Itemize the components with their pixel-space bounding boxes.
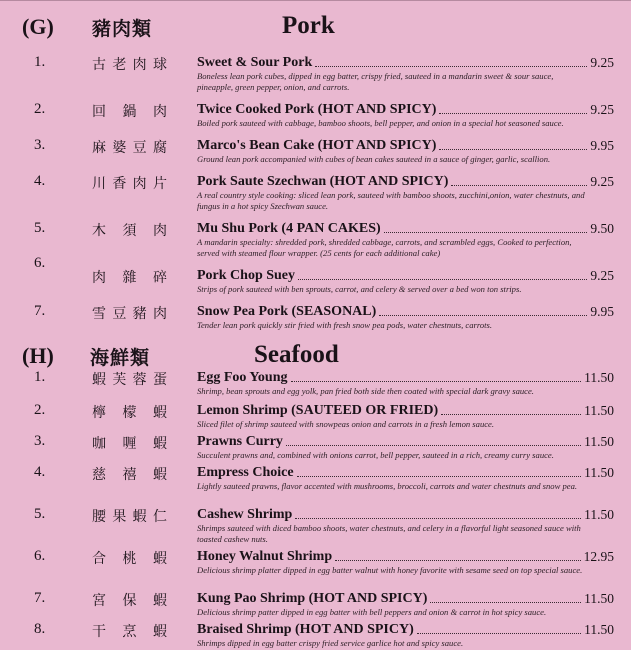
item-name: Egg Foo Young bbox=[197, 370, 288, 385]
item-name-row bbox=[197, 369, 614, 386]
item-chinese-name: 咖喱蝦 bbox=[92, 436, 170, 452]
item-description: Shrimps dipped in egg batter crispy fried service garlice hot and spicy sauce. bbox=[197, 638, 464, 648]
item-chinese-name: 雪豆豬肉 bbox=[92, 306, 170, 322]
item-name-row bbox=[197, 173, 614, 190]
item-name-row bbox=[197, 621, 614, 638]
item-number: 4. bbox=[34, 464, 46, 480]
item-number: 5. bbox=[34, 506, 46, 522]
item-name: Pork Saute Szechwan (HOT AND SPICY) bbox=[197, 174, 449, 189]
item-name-row bbox=[197, 303, 614, 320]
item-price: 11.50 bbox=[584, 622, 614, 637]
item-description: Lightly sauteed prawns, flavor accented with mushrooms, broccoli, carrots and water chestnuts and snow pea. bbox=[197, 481, 578, 491]
item-name-row bbox=[197, 101, 614, 118]
item-name: Marco's Bean Cake (HOT AND SPICY) bbox=[197, 138, 437, 153]
item-name: Mu Shu Pork (4 PAN CAKES) bbox=[197, 221, 381, 236]
dot-leader bbox=[297, 475, 582, 477]
item-number: 3. bbox=[34, 433, 46, 449]
section-chinese-title: 豬肉類 bbox=[92, 18, 153, 40]
item-name-row bbox=[197, 220, 614, 237]
dot-leader bbox=[295, 517, 581, 519]
item-number: 6. bbox=[34, 548, 46, 564]
dot-leader bbox=[379, 314, 587, 316]
item-price: 11.50 bbox=[584, 465, 614, 480]
item-price: 11.50 bbox=[584, 370, 614, 385]
item-description: Tender lean pork quickly stir fried with fresh snow pea pods, water chestnuts, carrots. bbox=[197, 320, 493, 330]
item-name: Pork Chop Suey bbox=[197, 268, 296, 283]
item-name: Cashew Shrimp bbox=[197, 507, 293, 522]
item-chinese-name: 合桃蝦 bbox=[92, 551, 170, 567]
dot-leader bbox=[286, 444, 581, 446]
item-description: Succulent prawns and, combined with onions carrot, bell pepper, sauteed in a rich, creamy curry sauce. bbox=[197, 450, 554, 460]
item-number: 3. bbox=[34, 137, 46, 153]
item-number: 6. bbox=[34, 255, 46, 271]
item-description: Delicious shrimp patter dipped in egg batter with bell peppers and onion & carrot in hot spicy sauce. bbox=[197, 607, 547, 617]
item-description: Sliced filet of shrimp sauteed with snowpeas onion and carrots in a fresh lemon sauce. bbox=[197, 419, 495, 429]
dot-leader bbox=[298, 278, 587, 280]
dot-leader bbox=[439, 112, 587, 114]
item-chinese-name: 檸檬蝦 bbox=[92, 405, 170, 421]
item-name-row bbox=[197, 590, 614, 607]
item-name-row bbox=[197, 54, 614, 71]
item-chinese-name: 蝦芙蓉蛋 bbox=[92, 372, 170, 388]
item-price: 9.25 bbox=[590, 102, 614, 117]
item-chinese-name: 麻婆豆腐 bbox=[92, 140, 170, 156]
item-chinese-name: 古老肉球 bbox=[92, 57, 170, 73]
item-number: 1. bbox=[34, 54, 46, 70]
item-number: 2. bbox=[34, 101, 46, 117]
item-chinese-name: 腰果蝦仁 bbox=[92, 509, 170, 525]
item-name-row bbox=[197, 506, 614, 523]
dot-leader bbox=[384, 231, 588, 233]
dot-leader bbox=[441, 413, 581, 415]
item-name-row bbox=[197, 267, 614, 284]
section-chinese-title: 海鮮類 bbox=[90, 347, 151, 369]
item-price: 12.95 bbox=[583, 549, 614, 564]
item-description: Boneless lean pork cubes, dipped in egg batter, crispy fried, sauteed in a mandarin sweet & sour sauce, pineapple, green pepper, onion, and carrots. bbox=[197, 71, 554, 92]
item-number: 7. bbox=[34, 590, 46, 606]
item-price: 9.50 bbox=[590, 221, 614, 236]
item-chinese-name: 干烹蝦 bbox=[92, 624, 170, 640]
item-description: Ground lean pork accompanied with cubes of bean cakes sauteed in a sauce of ginger, garlic, scallion. bbox=[197, 154, 551, 164]
item-price: 11.50 bbox=[584, 434, 614, 449]
dot-leader bbox=[291, 380, 582, 382]
item-name: Twice Cooked Pork (HOT AND SPICY) bbox=[197, 102, 437, 117]
item-name: Prawns Curry bbox=[197, 434, 283, 449]
item-name: Snow Pea Pork (SEASONAL) bbox=[197, 304, 377, 319]
section-title: Seafood bbox=[254, 341, 339, 368]
item-description: Shrimps sauteed with diced bamboo shoots, water chestnuts, and celery in a flavorful light seasoned sauce with toasted cashew nuts. bbox=[197, 523, 581, 544]
dot-leader bbox=[439, 148, 587, 150]
item-description: A real country style cooking: sliced lean pork, sauteed with bamboo shoots, zucchini,onion, water chestnuts, and fungus in a hot spicy Szechwan sauce. bbox=[197, 190, 585, 211]
dot-leader bbox=[451, 184, 587, 186]
item-name-row bbox=[197, 402, 614, 419]
item-number: 1. bbox=[34, 369, 46, 385]
item-price: 11.50 bbox=[584, 591, 614, 606]
item-chinese-name: 木須肉 bbox=[92, 223, 170, 239]
item-number: 7. bbox=[34, 303, 46, 319]
item-chinese-name: 回鍋肉 bbox=[92, 104, 170, 120]
item-price: 9.25 bbox=[590, 174, 614, 189]
item-name: Honey Walnut Shrimp bbox=[197, 549, 333, 564]
item-name: Lemon Shrimp (SAUTEED OR FRIED) bbox=[197, 403, 439, 418]
item-description: Delicious shrimp platter dipped in egg batter walnut with honey favorite with sesame seed on top special sauce. bbox=[197, 565, 583, 575]
section-letter: (G) bbox=[22, 14, 54, 39]
item-name: Kung Pao Shrimp (HOT AND SPICY) bbox=[197, 591, 428, 606]
item-price: 11.50 bbox=[584, 403, 614, 418]
section-header-seafood bbox=[0, 339, 631, 373]
dot-leader bbox=[417, 632, 581, 634]
item-name-row bbox=[197, 464, 614, 481]
item-chinese-name: 宮保蝦 bbox=[92, 593, 170, 609]
item-price: 9.95 bbox=[590, 138, 614, 153]
item-chinese-name: 川香肉片 bbox=[92, 176, 170, 192]
item-number: 2. bbox=[34, 402, 46, 418]
item-price: 9.95 bbox=[590, 304, 614, 319]
item-description: Shrimp, bean sprouts and egg yolk, pan fried both side then coated with special dark gravy sauce. bbox=[197, 386, 534, 396]
top-border bbox=[0, 0, 631, 1]
item-number: 8. bbox=[34, 621, 46, 637]
item-description: Boiled pork sauteed with cabbage, bamboo shoots, bell pepper, and onion in a special hot seasoned sauce. bbox=[197, 118, 564, 128]
section-header-pork bbox=[0, 10, 631, 44]
item-description: Strips of pork sauteed with ben sprouts, carrot, and celery & served over a bed won ton strips. bbox=[197, 284, 522, 294]
dot-leader bbox=[335, 559, 581, 561]
dot-leader bbox=[315, 65, 587, 67]
item-name-row bbox=[197, 137, 614, 154]
item-name-row bbox=[197, 548, 614, 565]
item-name: Braised Shrimp (HOT AND SPICY) bbox=[197, 622, 414, 637]
item-name: Sweet & Sour Pork bbox=[197, 55, 313, 70]
item-price: 11.50 bbox=[584, 507, 614, 522]
item-number: 4. bbox=[34, 173, 46, 189]
item-chinese-name: 肉雜碎 bbox=[92, 270, 170, 286]
item-name: Empress Choice bbox=[197, 465, 294, 480]
dot-leader bbox=[430, 601, 581, 603]
item-name-row bbox=[197, 433, 614, 450]
item-number: 5. bbox=[34, 220, 46, 236]
item-chinese-name: 慈禧蝦 bbox=[92, 467, 170, 483]
item-price: 9.25 bbox=[590, 268, 614, 283]
item-price: 9.25 bbox=[590, 55, 614, 70]
section-letter: (H) bbox=[22, 343, 54, 368]
section-title: Pork bbox=[282, 12, 335, 39]
item-description: A mandarin specialty: shredded pork, shredded cabbage, carrots, and scrambled eggs, Cooked to perfection, served with steamed flour wrapper. (25 cents for each additional cake) bbox=[197, 237, 572, 258]
